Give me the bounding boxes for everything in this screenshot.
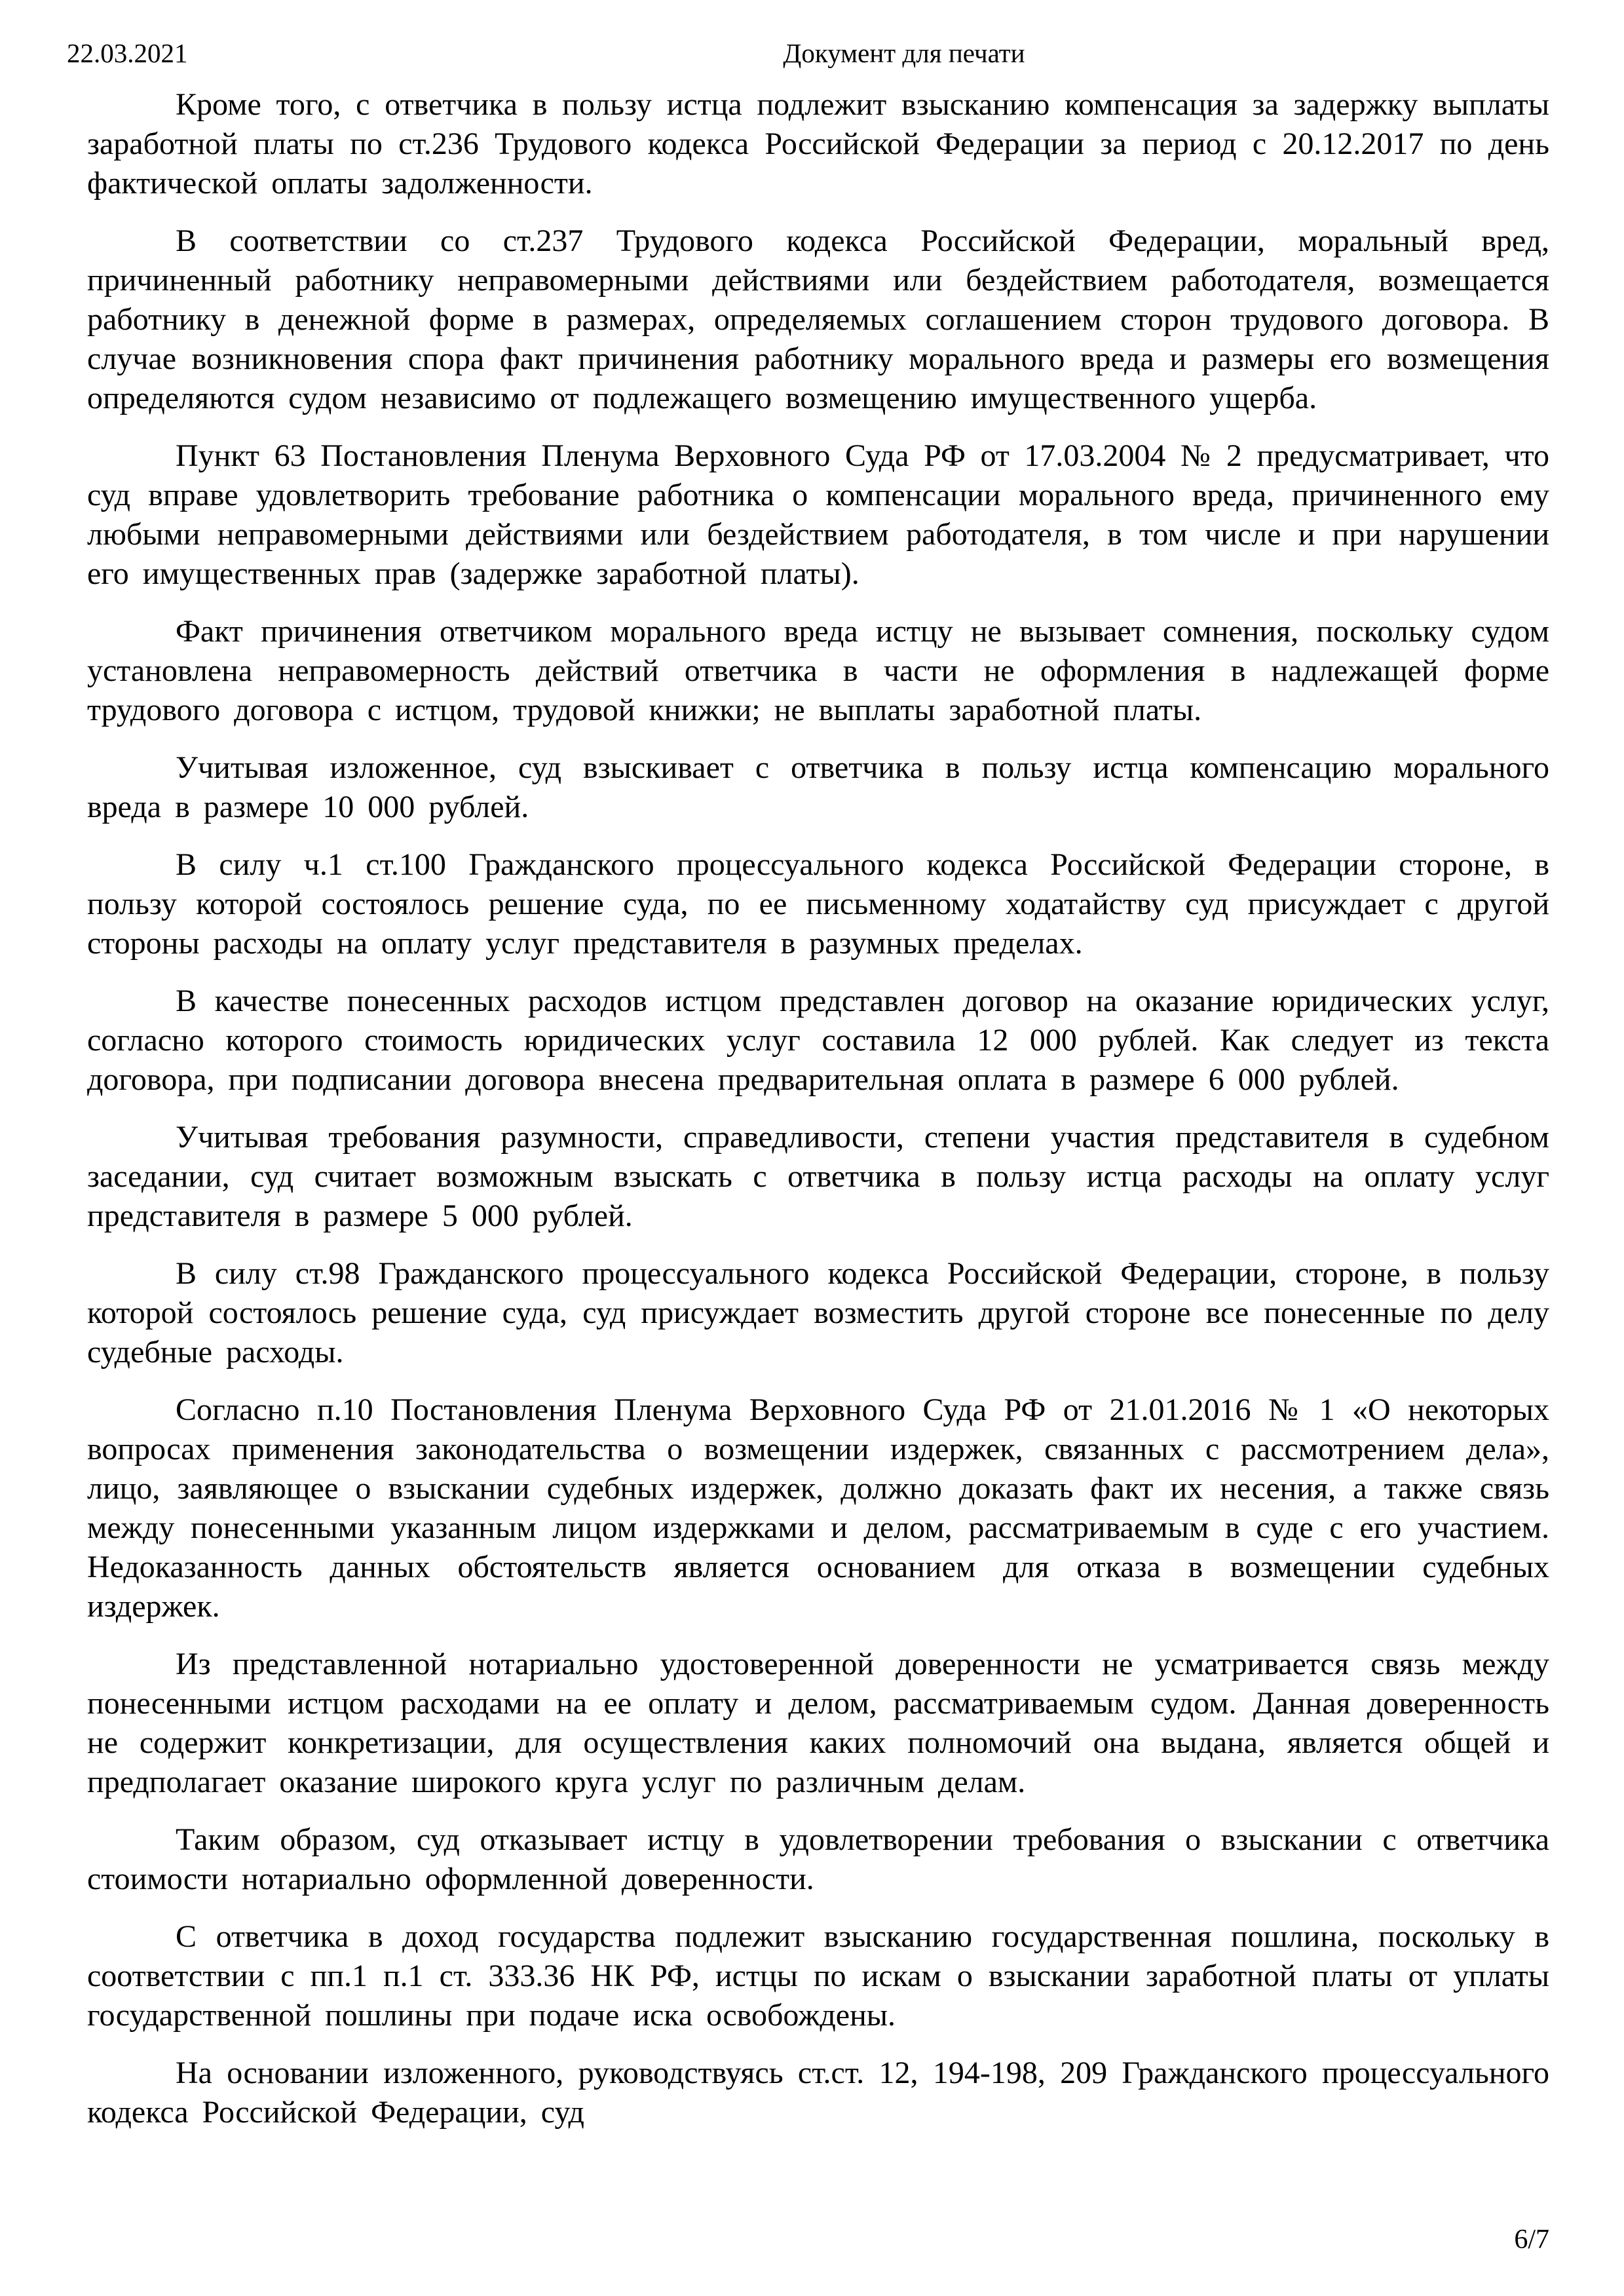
- paragraph-2: В соответствии со ст.237 Трудового кодекса Российской Федерации, моральный вред, причиненный работнику неправомерными действиями или бездействием работодателя, возмещается работнику в денежной форме в размерах, определяемых соглашением сторон трудового договора. В случае возникновения спора факт причинения работнику морального вреда и размеры его возмещения определяются судом независимо от подлежащего возмещению имущественного ущерба.: [87, 223, 1549, 415]
- paragraph-7: В качестве понесенных расходов истцом представлен договор на оказание юридических услуг, согласно которого стоимость юридических услуг составила 12 000 рублей. Как следует из текста договора, при подписании договора внесена предварительная оплата в размере 6 000 рублей.: [87, 984, 1549, 1097]
- paragraph-12: Таким образом, суд отказывает истцу в удовлетворении требования о взыскании с ответчика стоимости нотариально оформленной доверенности.: [87, 1822, 1549, 1896]
- paragraph-9: В силу ст.98 Гражданского процессуального кодекса Российской Федерации, стороне, в пользу которой состоялось решение суда, суд присуждает возместить другой стороне все понесенные по делу судебные расходы.: [87, 1256, 1549, 1369]
- paragraph-11: Из представленной нотариально удостоверенной доверенности не усматривается связь между понесенными истцом расходами на ее оплату и делом, рассматриваемым судом. Данная доверенность не содержит конкретизации, для осуществления каких полномочий она выдана, является общей и предполагает оказание широкого круга услуг по различным делам.: [87, 1647, 1549, 1799]
- paragraph-1: Кроме того, с ответчика в пользу истца подлежит взысканию компенсация за задержку выплаты заработной платы по ст.236 Трудового кодекса Российской Федерации за период с 20.12.2017 по день фактической оплаты задолженности.: [87, 87, 1549, 201]
- document-body: [87, 85, 1549, 2151]
- print-header: [0, 38, 1624, 71]
- paragraph-13: С ответчика в доход государства подлежит взысканию государственная пошлина, поскольку в соответствии с пп.1 п.1 ст. 333.36 НК РФ, истцы по искам о взыскании заработной платы от уплаты государственной пошлины при подаче иска освобождены.: [87, 1919, 1549, 2033]
- paragraph-10: Согласно п.10 Постановления Пленума Верховного Суда РФ от 21.01.2016 № 1 «О некоторых вопросах применения законодательства о возмещении издержек, связанных с рассмотрением дела», лицо, заявляющее о взыскании судебных издержек, должно доказать факт их несения, а также связь между понесенными указанным лицом издержками и делом, рассматриваемым в суде с его участием. Недоказанность данных обстоятельств является основанием для отказа в возмещении судебных издержек.: [87, 1392, 1549, 1624]
- header-date: 22.03.2021: [67, 38, 188, 68]
- paragraph-8: Учитывая требования разумности, справедливости, степени участия представителя в судебном заседании, суд считает возможным взыскать с ответчика в пользу истца расходы на оплату услуг представителя в размере 5 000 рублей.: [87, 1120, 1549, 1233]
- print-footer: [87, 2225, 1549, 2255]
- paragraph-5: Учитывая изложенное, суд взыскивает с ответчика в пользу истца компенсацию морального вреда в размере 10 000 рублей.: [87, 750, 1549, 824]
- paragraph-6: В силу ч.1 ст.100 Гражданского процессуального кодекса Российской Федерации стороне, в пользу которой состоялось решение суда, по ее письменному ходатайству суд присуждает с другой стороны расходы на оплату услуг представителя в разумных пределах.: [87, 847, 1549, 961]
- paragraph-14: На основании изложенного, руководствуясь ст.ст. 12, 194-198, 209 Гражданского процессуального кодекса Российской Федерации, суд: [87, 2056, 1549, 2130]
- paragraph-4: Факт причинения ответчиком морального вреда истцу не вызывает сомнения, поскольку судом установлена неправомерность действий ответчика в части не оформления в надлежащей форме трудового договора с истцом, трудовой книжки; не выплаты заработной платы.: [87, 614, 1549, 727]
- page-number: 6/7: [1514, 2225, 1549, 2255]
- page-title: Документ для печати: [783, 38, 1025, 68]
- paragraph-3: Пункт 63 Постановления Пленума Верховного Суда РФ от 17.03.2004 № 2 предусматривает, что суд вправе удовлетворить требование работника о компенсации морального вреда, причиненного ему любыми неправомерными действиями или бездействием работодателя, в том числе и при нарушении его имущественных прав (задержке заработной платы).: [87, 438, 1549, 591]
